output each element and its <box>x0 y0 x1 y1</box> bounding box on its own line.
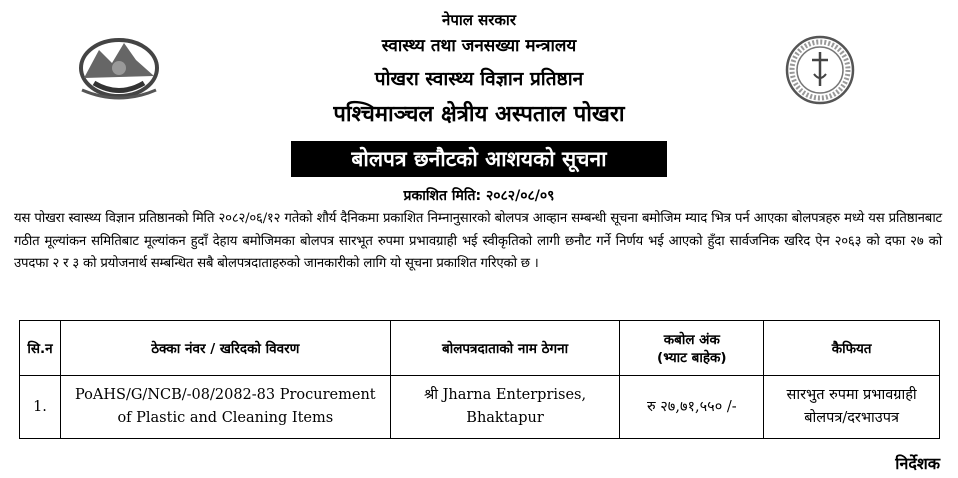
amount-header-line1: कबोल अंक <box>663 332 720 348</box>
notice-body: यस पोखरा स्वास्थ्य विज्ञान प्रतिष्ठानको मिति २०८२/०६/१२ गतेको शौर्य दैनिकमा प्रकाशित निम्नानुसारको बोलपत्र आव्हान सम्बन्धी सूचना बमोजिम म्याद भित्र पर्न आएका बोलपत्रहरु मध्ये यस प्रतिष्ठानबाट गठीत मूल्यांकन समितिबाट मूल्यांकन हुदाँ देहाय बमोजिमका बोलपत्र सारभूत रुपमा प्रभावग्राही भई स्वीकृतिको लागी छनौट गर्ने निर्णय भई आएको हुँदा सार्वजनिक खरिद ऐन २०६३ को दफा २७ को उपदफा २ र ३ को प्रयोजनार्थ सम्बन्धित सबै बोलपत्रदाताहरुको जानकारीको लागि यो सूचना प्रकाशित गरिएको छ । <box>14 211 942 271</box>
cell-bidder <box>390 376 620 439</box>
published-date: प्रकाशित मिति: २०८२/०८/०९ <box>403 188 555 204</box>
contract-line2: of Plastic and Cleaning Items <box>117 410 334 426</box>
col-header-remarks: कैफियत <box>764 321 940 376</box>
col-header-contract: ठेक्का नंवर / खरिदको विवरण <box>60 321 390 376</box>
cell-amount: रु २७,७१,५५० /- <box>620 376 764 439</box>
cell-sn: 1. <box>20 376 61 439</box>
col-header-amount <box>620 321 764 376</box>
remarks-line1: सारभुत रुपमा प्रभावग्राही <box>786 387 917 403</box>
table-header-row <box>20 321 940 376</box>
cell-contract <box>60 376 390 439</box>
ministry-title: स्वास्थ्य तथा जनसख्या मन्त्रालय <box>381 36 577 56</box>
contract-line1: PoAHS/G/NCB/-08/2082-83 Procurement <box>75 387 376 403</box>
award-table <box>19 320 940 439</box>
remarks-line2: बोलपत्र/दरभाउपत्र <box>804 410 899 426</box>
institute-title: पोखरा स्वास्थ्य विज्ञान प्रतिष्ठान <box>374 68 584 90</box>
notice-title: बोलपत्र छनौटको आशयको सूचना <box>291 141 667 177</box>
cell-remarks <box>764 376 940 439</box>
amount-header-line2: (भ्याट बाहेक) <box>657 350 727 366</box>
col-header-sn: सि.न <box>20 321 61 376</box>
table-row <box>20 376 940 439</box>
signature-director: निर्देशक <box>895 454 940 473</box>
government-title: नेपाल सरकार <box>442 11 516 29</box>
col-header-bidder: बोलपत्रदाताको नाम ठेगना <box>390 321 620 376</box>
hospital-title: पश्चिमाञ्चल क्षेत्रीय अस्पताल पोखरा <box>333 102 625 127</box>
bidder-line1: श्री Jharna Enterprises, <box>423 387 587 403</box>
bidder-line2: Bhaktapur <box>466 410 544 426</box>
